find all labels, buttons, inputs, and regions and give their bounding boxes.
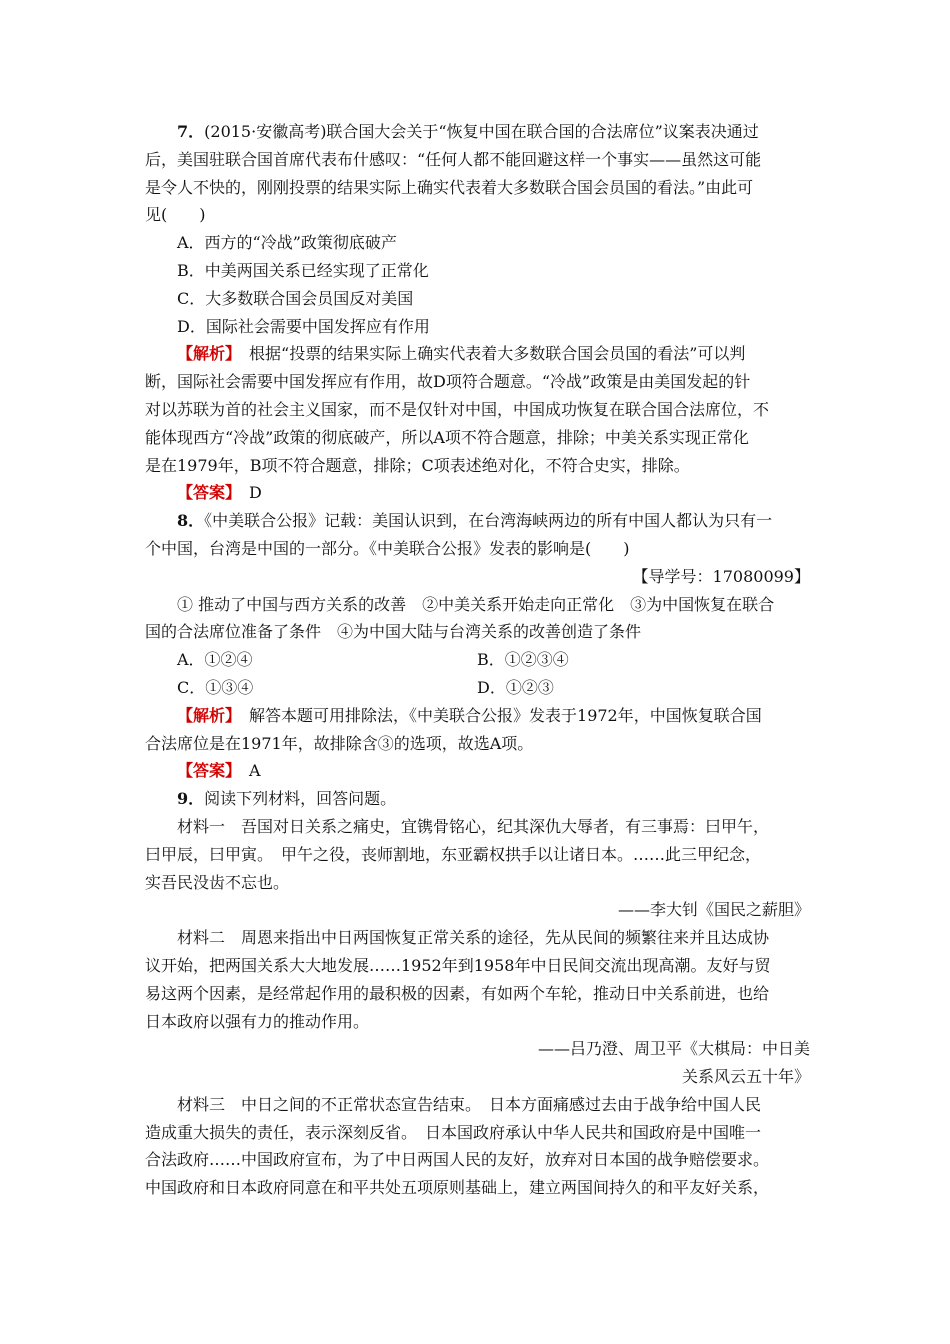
q8-option-c: C．①③④ <box>177 677 254 697</box>
q9-material-2-line-2: 议开始，把两国关系大大地发展……1952年到1958年中日民间交流出现高潮。友好与贸 <box>145 955 771 975</box>
q8-options-row-2 <box>145 674 810 702</box>
q9-material-3-line-1: 材料三 中日之间的不正常状态宣告结束。 日本方面痛感过去由于战争给中国人民 <box>177 1094 762 1114</box>
analysis-tag: 【解析】 <box>177 705 242 725</box>
q8-items-line-2: 国的合法席位准备了条件 ④为中国大陆与台湾关系的改善创造了条件 <box>145 622 642 642</box>
q9-material-2-line-1: 材料二 周恩来指出中日两国恢复正常关系的途径，先从民间的频繁往来并且达成协 <box>177 928 770 948</box>
q7-option-c: C．大多数联合国会员国反对美国 <box>177 288 414 308</box>
q7-analysis-line-3: 对以苏联为首的社会主义国家，而不是仅针对中国，中国成功恢复在联合国合法席位，不 <box>145 399 770 419</box>
q7-analysis-line-4: 能体现西方“冷战”政策的彻底破产，所以A项不符合题意，排除；中美关系实现正常化 <box>145 427 749 447</box>
q8-number: 8． <box>177 511 205 531</box>
q7-option-a: A．西方的“冷战”政策彻底破产 <box>177 233 397 253</box>
q8-answer-value: A <box>249 761 261 781</box>
q8-analysis-line-1: 【解析】 解答本题可用排除法，《中美联合公报》发表于1972年，中国恢复联合国 <box>177 705 762 725</box>
q8-option-a: A．①②④ <box>177 650 253 670</box>
q8-option-d: D．①②③ <box>477 677 554 697</box>
q9-material-2-source-line-1: ——吕乃澄、周卫平《大棋局：中日美 <box>537 1039 810 1059</box>
q7-answer <box>145 479 810 507</box>
q7-line-4: 见( ) <box>145 205 206 225</box>
answer-tag: 【答案】 <box>177 761 242 781</box>
q7-answer-value: D <box>249 483 262 503</box>
q9-intro: 9．阅读下列材料，回答问题。 <box>177 789 397 809</box>
q9-material-1-line-1: 材料一 吾国对日关系之痛史，宜镌骨铭心，纪其深仇大辱者，有三事焉：曰甲午， <box>177 816 770 836</box>
q9-material-1-source: ——李大钊《国民之薪胆》 <box>617 900 810 920</box>
q8-guide-number: 【导学号：17080099】 <box>632 566 810 586</box>
q9-material-2-line-4: 日本政府以强有力的推动作用。 <box>145 1011 370 1031</box>
q7-analysis-line-1: 【解析】 根据“投票的结果实际上确实代表着大多数联合国会员国的看法”可以判 <box>177 344 746 364</box>
q7-line-3: 是令人不快的，刚刚投票的结果实际上确实代表着大多数联合国会员国的看法。”由此可 <box>145 177 754 197</box>
q7-line-2: 后，美国驻联合国首席代表布什感叹：“任何人都不能回避这样一个事实——虽然这可能 <box>145 149 762 169</box>
q8-options-row-1 <box>145 646 810 674</box>
q8-analysis-line-2: 合法席位是在1971年，故排除含③的选项，故选A项。 <box>145 733 534 753</box>
answer-tag: 【答案】 <box>177 483 242 503</box>
q7-option-d: D．国际社会需要中国发挥应有作用 <box>177 316 430 336</box>
q9-material-3-line-3: 合法政府……中国政府宣布，为了中日两国人民的友好，放弃对日本国的战争赔偿要求。 <box>145 1150 770 1170</box>
q7-number: 7． <box>177 122 205 141</box>
q9-material-2-source-line-2: 关系风云五十年》 <box>681 1067 810 1087</box>
q7-analysis-line-5: 是在1979年，B项不符合题意，排除；C项表述绝对化，不符合史实，排除。 <box>145 455 690 475</box>
q9-material-1-line-2: 曰甲辰，曰甲寅。 甲午之役，丧师割地，东亚霸权拱手以让诸日本。……此三甲纪念， <box>145 844 762 864</box>
q9-material-3-line-4: 中国政府和日本政府同意在和平共处五项原则基础上，建立两国间持久的和平友好关系， <box>145 1178 770 1198</box>
q7-line-1: 7．(2015·安徽高考)联合国大会关于“恢复中国在联合国的合法席位”议案表决通过 <box>177 122 759 141</box>
q9-number: 9． <box>177 789 205 809</box>
analysis-tag: 【解析】 <box>177 344 242 364</box>
q9-material-1-line-3: 实吾民没齿不忘也。 <box>145 872 290 892</box>
q7-analysis-line-2: 断，国际社会需要中国发挥应有作用，故D项符合题意。“冷战”政策是由美国发起的针 <box>145 372 751 392</box>
q8-line-2: 个中国，台湾是中国的一部分。《中美联合公报》发表的影响是( ) <box>145 538 630 558</box>
q8-option-b: B．①②③④ <box>477 650 569 670</box>
q9-material-2-line-3: 易这两个因素，是经常起作用的最积极的因素，有如两个车轮，推动日中关系前进，也给 <box>145 983 770 1003</box>
q8-line-1: 8．《中美联合公报》记载：美国认识到，在台湾海峡两边的所有中国人都认为只有一 <box>177 511 773 531</box>
q9-material-3-line-2: 造成重大损失的责任，表示深刻反省。 日本国政府承认中华人民共和国政府是中国唯一 <box>145 1122 762 1142</box>
document-page <box>145 118 810 1202</box>
q7-option-b: B．中美两国关系已经实现了正常化 <box>177 260 429 280</box>
q8-answer <box>145 757 810 785</box>
q8-items-line-1: ① 推动了中国与西方关系的改善 ②中美关系开始走向正常化 ③为中国恢复在联合 <box>177 594 775 614</box>
